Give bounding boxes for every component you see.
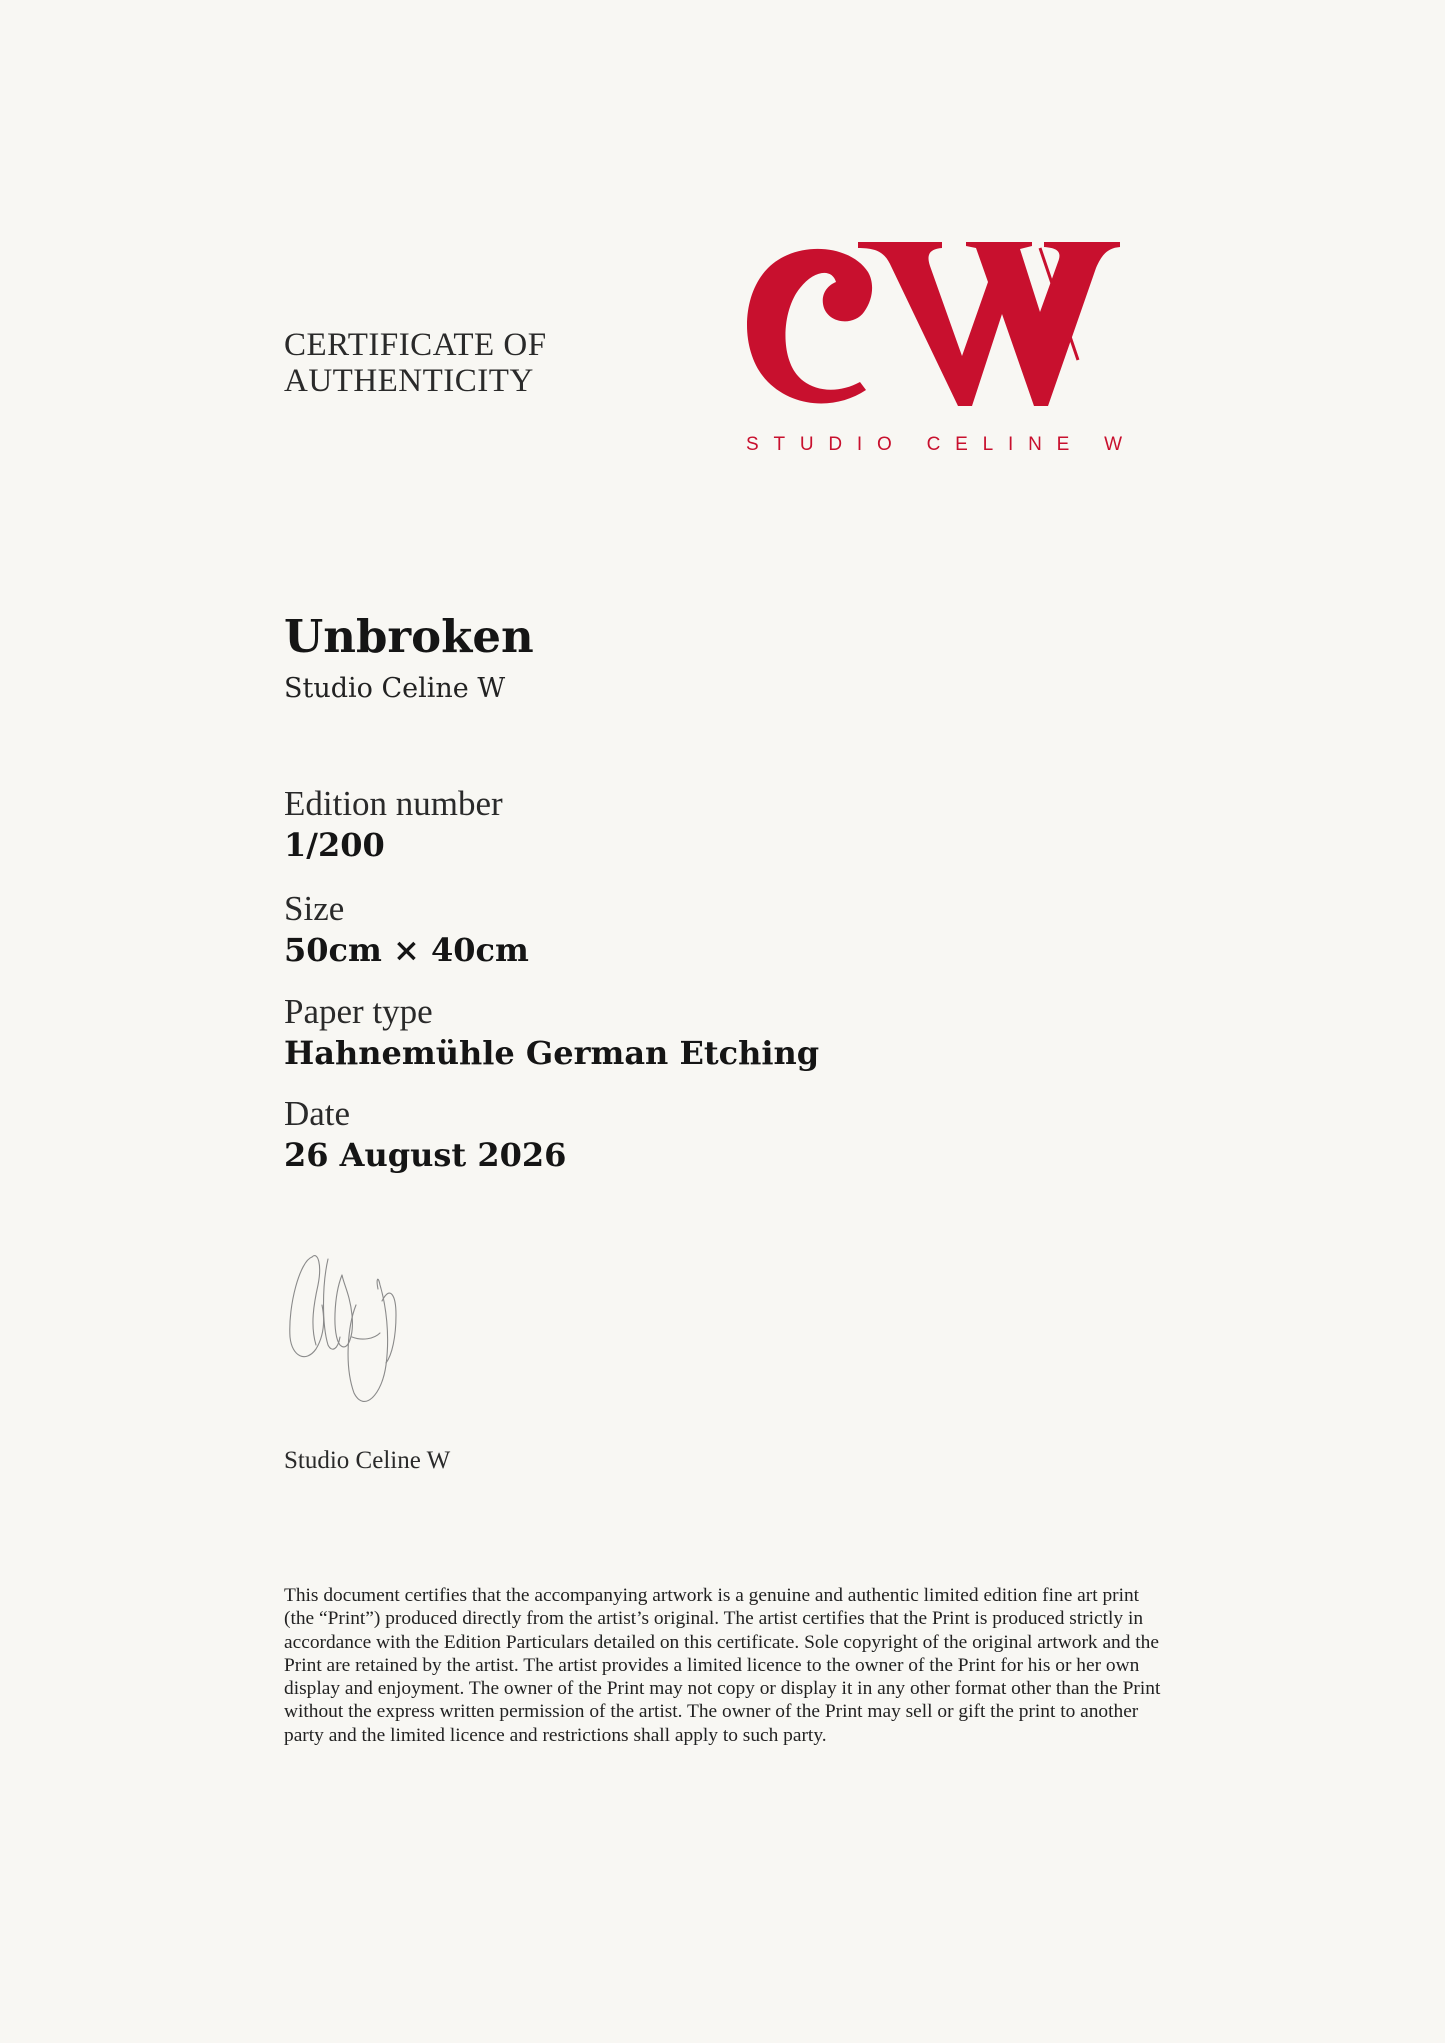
studio-tagline: STUDIO CELINE W (746, 434, 1137, 455)
artwork-title: Unbroken (284, 610, 534, 663)
edition-number-value: 1/200 (284, 826, 385, 864)
cw-monogram-logo (740, 238, 1140, 418)
edition-number-label: Edition number (284, 784, 503, 823)
paper-type-label: Paper type (284, 992, 433, 1031)
date-value: 26 August 2026 (284, 1136, 567, 1174)
paper-type-value: Hahnemühle German Etching (284, 1034, 820, 1072)
date-label: Date (284, 1094, 351, 1133)
signer-name: Studio Celine W (284, 1447, 451, 1474)
size-value: 50cm × 40cm (284, 931, 529, 969)
size-field (284, 889, 529, 971)
date-field (284, 1094, 566, 1176)
handwritten-signature (282, 1245, 432, 1405)
certificate-heading (284, 327, 547, 399)
artwork-artist: Studio Celine W (284, 673, 506, 704)
certificate-heading-line2: AUTHENTICITY (284, 363, 534, 399)
certificate-heading-line1: CERTIFICATE OF (284, 327, 547, 363)
studio-logo (740, 238, 1140, 458)
legal-statement: This document certifies that the accompanying artwork is a genuine and authentic limited edition fine art print (the “Print”) produced directly from the artist’s original. The artist certifies that the Print is produced strictly in accordance with the Edition Particulars detailed on this certificate. Sole copyright of the original artwork and the Print are retained by the artist. The artist provides a limited licence to the owner of the Print for his or her own display and enjoyment. The owner of the Print may not copy or display it in any other format other than the Print without the express written permission of the artist. The owner of the Print may sell or gift the print to another party and the limited licence and restrictions shall apply to such party. (284, 1585, 1161, 1746)
paper-type-field (284, 992, 819, 1074)
size-label: Size (284, 889, 345, 928)
edition-number-field (284, 784, 503, 866)
